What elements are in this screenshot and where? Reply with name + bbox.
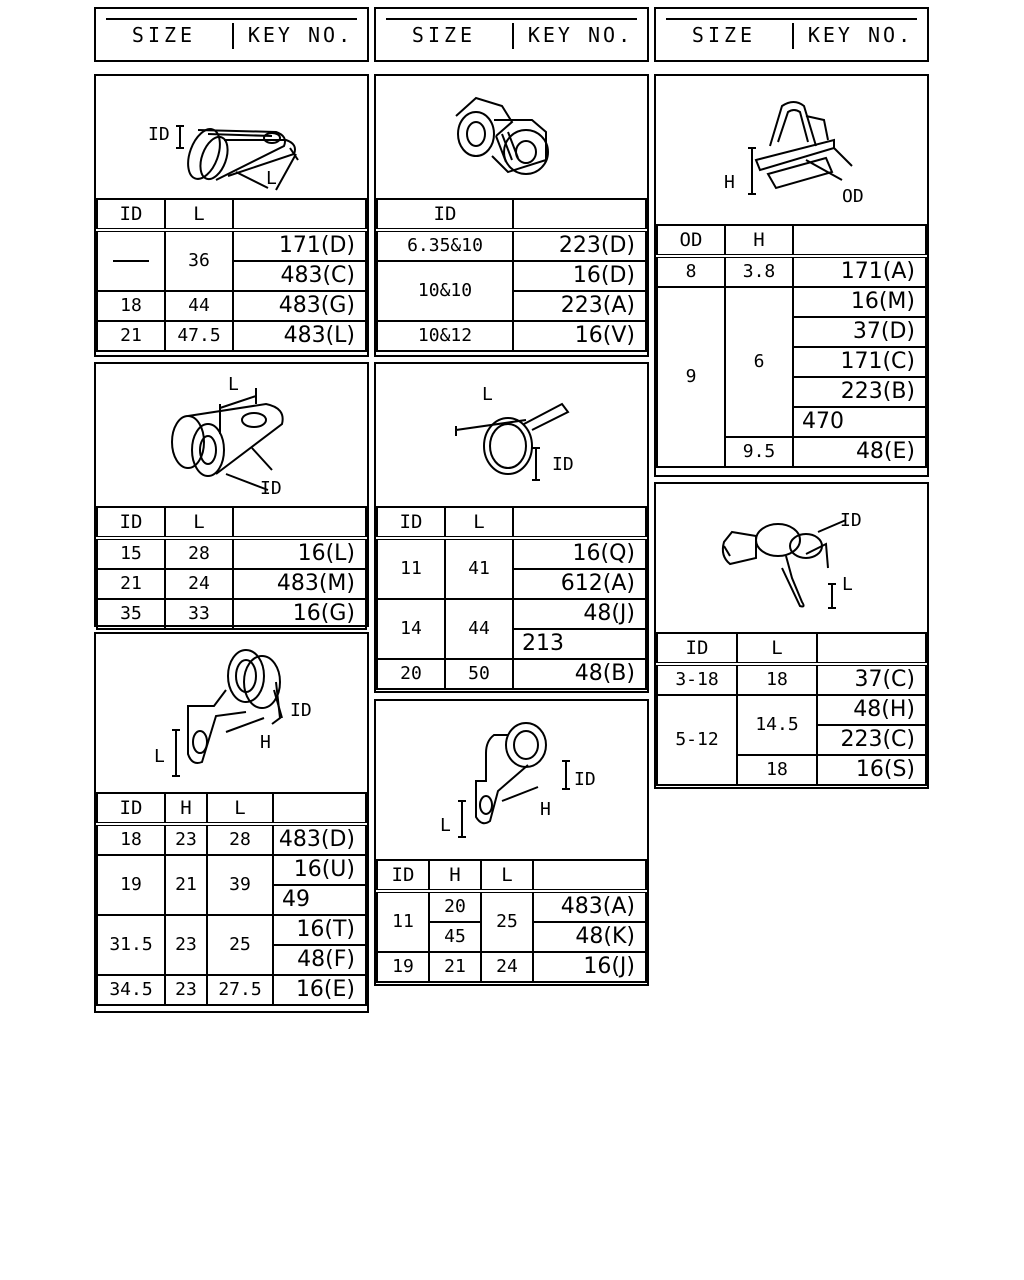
size-table — [376, 859, 647, 983]
table-cell: 27.5 — [207, 975, 273, 1005]
col-header-l: L — [481, 860, 533, 891]
key-no-cell: 483(C) — [233, 261, 366, 291]
col-header-id: ID — [377, 199, 513, 230]
table-cell: 39 — [207, 855, 273, 915]
key-no-cell: 171(C) — [793, 347, 926, 377]
clip-panel-1-2 — [94, 362, 369, 627]
key-no-cell: 223(D) — [513, 230, 646, 261]
table-cell: 3.8 — [725, 256, 793, 287]
table-cell: 6 — [725, 287, 793, 437]
table-cell: 5-12 — [657, 695, 737, 785]
key-no-cell: 16(J) — [533, 952, 646, 982]
clip-drawing — [376, 701, 647, 859]
col-header-key — [233, 199, 366, 230]
key-no-cell: 483(D) — [273, 824, 366, 855]
size-table — [96, 792, 367, 1006]
table-cell: 20 — [377, 659, 445, 689]
table-cell: 28 — [207, 824, 273, 855]
key-no-cell: 16(Q) — [513, 538, 646, 569]
table-cell: 35 — [97, 599, 165, 629]
key-no-cell: 223(A) — [513, 291, 646, 321]
od-dimension-label: OD — [842, 186, 864, 207]
key-no-cell: 37(D) — [793, 317, 926, 347]
key-no-header: KEY NO. — [527, 23, 634, 47]
clip-drawing — [656, 76, 927, 224]
size-table — [96, 506, 367, 630]
key-no-cell: 612(A) — [513, 569, 646, 599]
id-dimension-label: ID — [290, 700, 312, 721]
size-table — [656, 224, 927, 468]
key-no-cell: 16(T) — [273, 915, 366, 945]
key-no-cell: 16(S) — [817, 755, 926, 785]
clip-panel-1-1 — [94, 74, 369, 357]
key-no-cell: 483(L) — [233, 321, 366, 351]
id-dimension-label: ID — [840, 510, 862, 531]
id-dimension-label: ID — [574, 769, 596, 790]
col-header-key — [513, 507, 646, 538]
h-dimension-label: H — [260, 732, 271, 753]
key-no-cell: 171(D) — [233, 230, 366, 261]
col-header-key — [793, 225, 926, 256]
col-header-l: L — [737, 633, 817, 664]
table-cell: 9 — [657, 287, 725, 467]
table-cell: 21 — [429, 952, 481, 982]
clip-panel-2-2 — [374, 362, 649, 693]
col-header-id: ID — [377, 860, 429, 891]
key-no-cell: 16(E) — [273, 975, 366, 1005]
table-cell: 45 — [429, 922, 481, 952]
table-cell: 50 — [445, 659, 513, 689]
key-no-cell: 37(C) — [817, 664, 926, 695]
key-no-cell: 48(J) — [513, 599, 646, 629]
key-no-cell: 16(D) — [513, 261, 646, 291]
col-header-id: ID — [97, 199, 165, 230]
column-header-2 — [374, 7, 649, 62]
clip-panel-3-1 — [654, 74, 929, 477]
col-header-l: L — [165, 507, 233, 538]
key-no-cell: 49 — [273, 885, 366, 915]
table-cell: 9.5 — [725, 437, 793, 467]
table-cell: 15 — [97, 538, 165, 569]
key-no-cell: 48(E) — [793, 437, 926, 467]
column-header-1 — [94, 7, 369, 62]
table-cell: 21 — [97, 321, 165, 351]
col-header-key — [513, 199, 646, 230]
clip-drawing — [96, 364, 367, 504]
col-header-h: H — [429, 860, 481, 891]
key-no-cell: 470 — [793, 407, 926, 437]
col-header-key — [273, 793, 366, 824]
table-cell: 20 — [429, 891, 481, 922]
table-cell: 21 — [165, 855, 207, 915]
h-dimension-label: H — [540, 799, 551, 820]
table-cell: 47.5 — [165, 321, 233, 351]
key-no-cell: 483(M) — [233, 569, 366, 599]
key-no-cell: 16(V) — [513, 321, 646, 351]
clip-drawing — [96, 634, 367, 792]
col-header-id: ID — [377, 507, 445, 538]
table-cell: 25 — [481, 891, 533, 952]
table-cell: 34.5 — [97, 975, 165, 1005]
table-cell: 18 — [737, 755, 817, 785]
key-no-cell: 171(A) — [793, 256, 926, 287]
key-no-cell: 213 — [513, 629, 646, 659]
size-table — [656, 632, 927, 786]
table-cell: 3-18 — [657, 664, 737, 695]
l-dimension-label: L — [154, 746, 165, 767]
clip-drawing — [376, 364, 647, 504]
table-cell: 41 — [445, 538, 513, 599]
col-header-key — [817, 633, 926, 664]
table-cell: 18 — [737, 664, 817, 695]
clip-panel-2-3 — [374, 699, 649, 986]
key-no-cell: 48(H) — [817, 695, 926, 725]
key-no-cell: 223(B) — [793, 377, 926, 407]
key-no-cell: 48(F) — [273, 945, 366, 975]
l-dimension-label: L — [266, 168, 277, 189]
id-dimension-label: ID — [148, 124, 170, 145]
size-table — [376, 506, 647, 690]
clip-panel-2-1 — [374, 74, 649, 357]
table-cell: 18 — [97, 291, 165, 321]
table-cell: 23 — [165, 975, 207, 1005]
table-cell: 6.35&10 — [377, 230, 513, 261]
id-dimension-label: ID — [552, 454, 574, 475]
key-no-cell: 16(M) — [793, 287, 926, 317]
col-header-l: L — [207, 793, 273, 824]
key-no-cell: 483(A) — [533, 891, 646, 922]
col-header-id: ID — [657, 633, 737, 664]
table-cell: 14 — [377, 599, 445, 659]
l-dimension-label: L — [228, 374, 239, 395]
l-dimension-label: L — [440, 815, 451, 836]
l-dimension-label: L — [842, 574, 853, 595]
key-no-cell: 16(G) — [233, 599, 366, 629]
table-cell: 23 — [165, 915, 207, 975]
table-cell: 8 — [657, 256, 725, 287]
table-cell: 24 — [481, 952, 533, 982]
size-table — [96, 198, 367, 352]
key-no-cell: 483(G) — [233, 291, 366, 321]
size-table — [376, 198, 647, 352]
h-dimension-label: H — [724, 172, 735, 193]
table-cell: 36 — [165, 230, 233, 291]
col-header-h: H — [165, 793, 207, 824]
table-cell: 33 — [165, 599, 233, 629]
table-cell — [97, 230, 165, 291]
key-no-header: KEY NO. — [807, 23, 914, 47]
table-cell: 19 — [377, 952, 429, 982]
table-cell: 14.5 — [737, 695, 817, 755]
clip-panel-3-2 — [654, 482, 929, 789]
table-cell: 44 — [165, 291, 233, 321]
table-cell: 11 — [377, 538, 445, 599]
column-header-3 — [654, 7, 929, 62]
clip-drawing — [376, 76, 647, 200]
col-header-key — [233, 507, 366, 538]
table-cell: 24 — [165, 569, 233, 599]
table-cell: 28 — [165, 538, 233, 569]
table-cell: 18 — [97, 824, 165, 855]
table-cell: 10&12 — [377, 321, 513, 351]
table-cell: 25 — [207, 915, 273, 975]
key-no-cell: 16(U) — [273, 855, 366, 885]
col-header-l: L — [445, 507, 513, 538]
size-header: SIZE — [131, 23, 197, 47]
key-no-cell: 48(K) — [533, 922, 646, 952]
table-cell: 31.5 — [97, 915, 165, 975]
key-no-header: KEY NO. — [247, 23, 354, 47]
key-no-cell: 223(C) — [817, 725, 926, 755]
clip-drawing — [96, 76, 367, 200]
l-dimension-label: L — [482, 384, 493, 405]
clip-drawing — [656, 484, 927, 632]
size-header: SIZE — [691, 23, 757, 47]
col-header-h: H — [725, 225, 793, 256]
table-cell: 21 — [97, 569, 165, 599]
clip-panel-1-3 — [94, 632, 369, 1013]
table-cell: 23 — [165, 824, 207, 855]
key-no-cell: 48(B) — [513, 659, 646, 689]
table-cell: 19 — [97, 855, 165, 915]
table-cell: 10&10 — [377, 261, 513, 321]
col-header-key — [533, 860, 646, 891]
col-header-od: OD — [657, 225, 725, 256]
col-header-id: ID — [97, 507, 165, 538]
id-dimension-label: ID — [260, 478, 282, 499]
col-header-id: ID — [97, 793, 165, 824]
col-header-l: L — [165, 199, 233, 230]
table-cell: 44 — [445, 599, 513, 659]
table-cell: 11 — [377, 891, 429, 952]
key-no-cell: 16(L) — [233, 538, 366, 569]
size-header: SIZE — [411, 23, 477, 47]
